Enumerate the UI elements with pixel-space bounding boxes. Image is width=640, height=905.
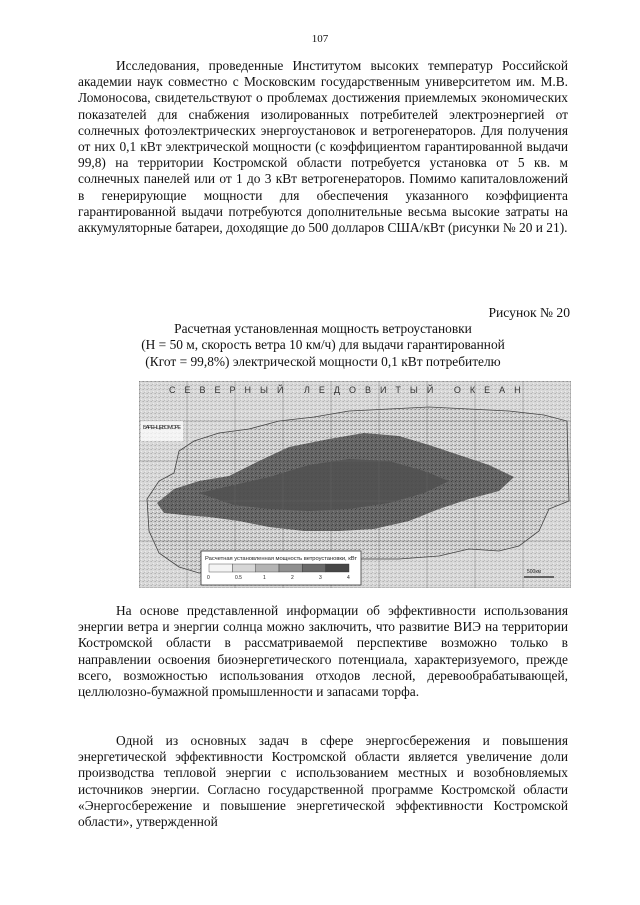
figure-caption-line-1: Расчетная установленная мощность ветроустановки	[174, 321, 472, 336]
legend-tick-label: 4	[347, 575, 350, 581]
legend-tick-label: 1	[263, 575, 266, 581]
paragraph-energy-saving: Одной из основных задач в сфере энергосбережения и повышения энергетической эффективности Костромской области является увеличение доли производства тепловой энергии с использованием местных и возобновляемых источников энергии. Согласно государственной программе Костромской области «Энергосбережение и повышение энергетической эффективности Костромской области», утвержденной	[78, 733, 568, 830]
wind-power-map	[139, 381, 571, 588]
legend-swatch	[302, 564, 325, 572]
legend-tick-label: 2	[291, 575, 294, 581]
legend-tick-label: 0	[207, 575, 210, 581]
figure-caption	[78, 321, 568, 370]
legend-swatch	[209, 564, 232, 572]
page-number: 107	[311, 33, 329, 45]
figure-caption-line-2: (Н = 50 м, скорость ветра 10 км/ч) для выдачи гарантированной	[141, 337, 505, 353]
map-scale-label: 500км	[527, 569, 541, 575]
map-sea-label: СЕВЕРНЫЙ ЛЕДОВИТЫЙ ОКЕАН	[169, 385, 530, 395]
legend-tick-label: 0.5	[235, 575, 242, 581]
legend-swatch	[279, 564, 302, 572]
figure-caption-line-3: (Кгот = 99,8%) электрической мощности 0,1 кВт потребителю	[145, 353, 501, 369]
paragraph-research: Исследования, проведенные Институтом высоких температур Российской академии наук совместно с Московским государственным университетом им. М.В. Ломоносова, свидетельствуют о проблемах достижения приемлемых экономических показателей для снабжения изолированных потребителей электроэнергией от солнечных фотоэлектрических энергоустановок и ветрогенераторов. Для получения от них 0,1 кВт электрической мощности (с коэффициентом гарантированной выдачи 99,8) на территории Костромской области потребуется установка от 5 кв. м солнечных панелей или от 1 до 3 кВт ветрогенераторов. Помимо капиталовложений в генерирующие мощности для обеспечения указанного коэффициента гарантированной выдачи потребуются дополнительные весьма высокие затраты на аккумуляторные батареи, доходящие до 500 долларов США/кВт (рисунки № 20 и 21).	[78, 58, 568, 236]
legend-swatch	[232, 564, 255, 572]
legend-tick-label: 3	[319, 575, 322, 581]
legend-swatch	[256, 564, 279, 572]
map-legend-title: Расчетная установленная мощность ветроустановки, кВт	[205, 556, 357, 562]
figure-number: Рисунок № 20	[488, 305, 570, 320]
map-image	[139, 381, 571, 588]
legend-swatch	[326, 564, 349, 572]
map-legend	[201, 551, 361, 585]
map-region-label: БАРЕНЦЕВО МОРЕ	[143, 425, 181, 431]
paragraph-conclusion: На основе представленной информации об эффективности использования энергии ветра и энергии солнца можно заключить, что развитие ВИЭ на территории Костромской области в рассматриваемой перспективе возможно только в направлении освоения биоэнергетического потенциала, характеризуемого, прежде всего, возможностью использования отходов лесной, деревообрабатывающей, целлюлозно-бумажной промышленности и запасами торфа.	[78, 603, 568, 700]
